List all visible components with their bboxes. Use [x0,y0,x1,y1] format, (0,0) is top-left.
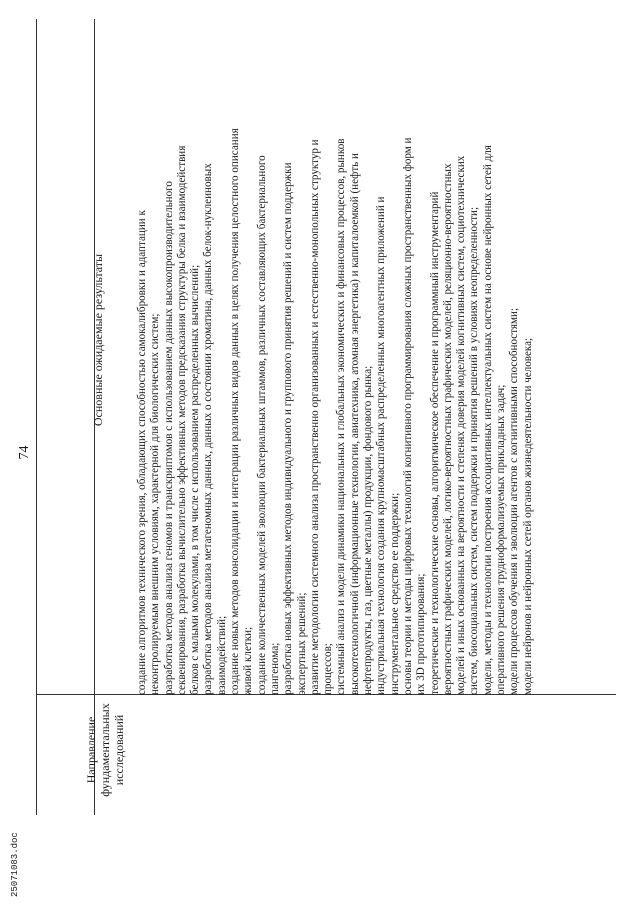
results-list [136,9,535,695]
result-line: модели нейронов и нейронных сетей органов жизнедеятельности человека; [521,337,534,695]
result-line: индустриальная технология создания крупномасштабных распределенных многоагентных приложений и [375,196,388,695]
result-line: взаимодействий; [215,615,228,695]
result-line: теоретические и технологические основы, алгоритмическое обеспечение и программный инструментарий [428,191,441,695]
result-line: неконтролируемым внешним условиям, характерной для биологических систем; [149,313,162,695]
result-line: процессов; [322,643,335,695]
result-line: разработка методов анализа геномов и транскриптомов с использованием данных высокопроизводительного [162,181,175,695]
document-id: 25071083.doc [10,832,20,897]
result-line: моделей и иных основанных на вероятности и степенях доверия моделей когнитивных систем, социотехнических [455,155,468,695]
result-line: создание алгоритмов технического зрения, обладающих способностью самокалибровки и адаптации к [136,210,148,695]
result-line: оперативного решения трудноформализуемых прикладных задач; [495,384,508,695]
result-line: секвенирования, разработка вычислительно эффективных методов предсказания структуры белка и взаимодействия [175,145,188,695]
result-line: разработка новых эффективных методов индивидуального и группового принятия решений и систем поддержки [282,162,295,695]
column-header-direction: Направление фундаментальных исследований [84,703,126,797]
column-header-results: Основные ожидаемые результаты [91,253,105,427]
result-line: живой клетки; [242,626,255,695]
result-line: модели, методы и технологии построения ассоциативных интеллектуальных систем на основе нейронных сетей для [481,145,494,695]
result-line: их 3D прототипирования; [415,573,428,695]
result-line: высокотехнологичной (информационные технологии, авиатехника, атомная энергетика) и капиталоемкой (нефть и [348,153,361,695]
result-line: системный анализ и модели динамики национальных и глобальных экономических и финансовых процессов, рынков [335,138,348,695]
result-line: систем, биосоциальных систем, систем поддержки и принятия решений в условиях неопределенности; [468,206,481,695]
result-line: нефтепродукты, газ, цветные металлы) продукции, фондового рынка; [362,365,375,695]
table-top-border [36,19,37,815]
result-line: вероятностных графических моделей, логико-вероятностных графических моделей, реляционно-вероятностных [441,163,454,695]
result-line: экспертных решений; [295,592,308,695]
result-line: основы теории и методы цифровых технологий когнитивного программирования сложных пространственных форм и [401,137,414,695]
result-line: инструментальное средство ее поддержки; [388,492,401,695]
result-line: развитие методологии системного анализа пространственно организованных и естественно-монопольных структур и [308,139,321,695]
result-line: пангенома; [268,642,281,695]
result-line: белков с малыми молекулами, в том числе с использованием распределенных вычислений; [189,264,202,695]
result-line: создание количественных моделей эволюции бактериальных штаммов, различных составляющих бактериального [255,155,268,695]
page-number: 74 [17,445,32,460]
result-line: создание новых методов консолидации и интеграции различных видов данных в целях получения целостного описания [229,128,242,695]
results-table [36,0,640,815]
result-line: разработка методов анализа метагеномных данных, данных о состоянии хроматина, данных белок-нуклеиновых [202,163,215,695]
result-line: модели процессов обучения и эволюции агентов с когнитивными способностями; [508,307,521,695]
